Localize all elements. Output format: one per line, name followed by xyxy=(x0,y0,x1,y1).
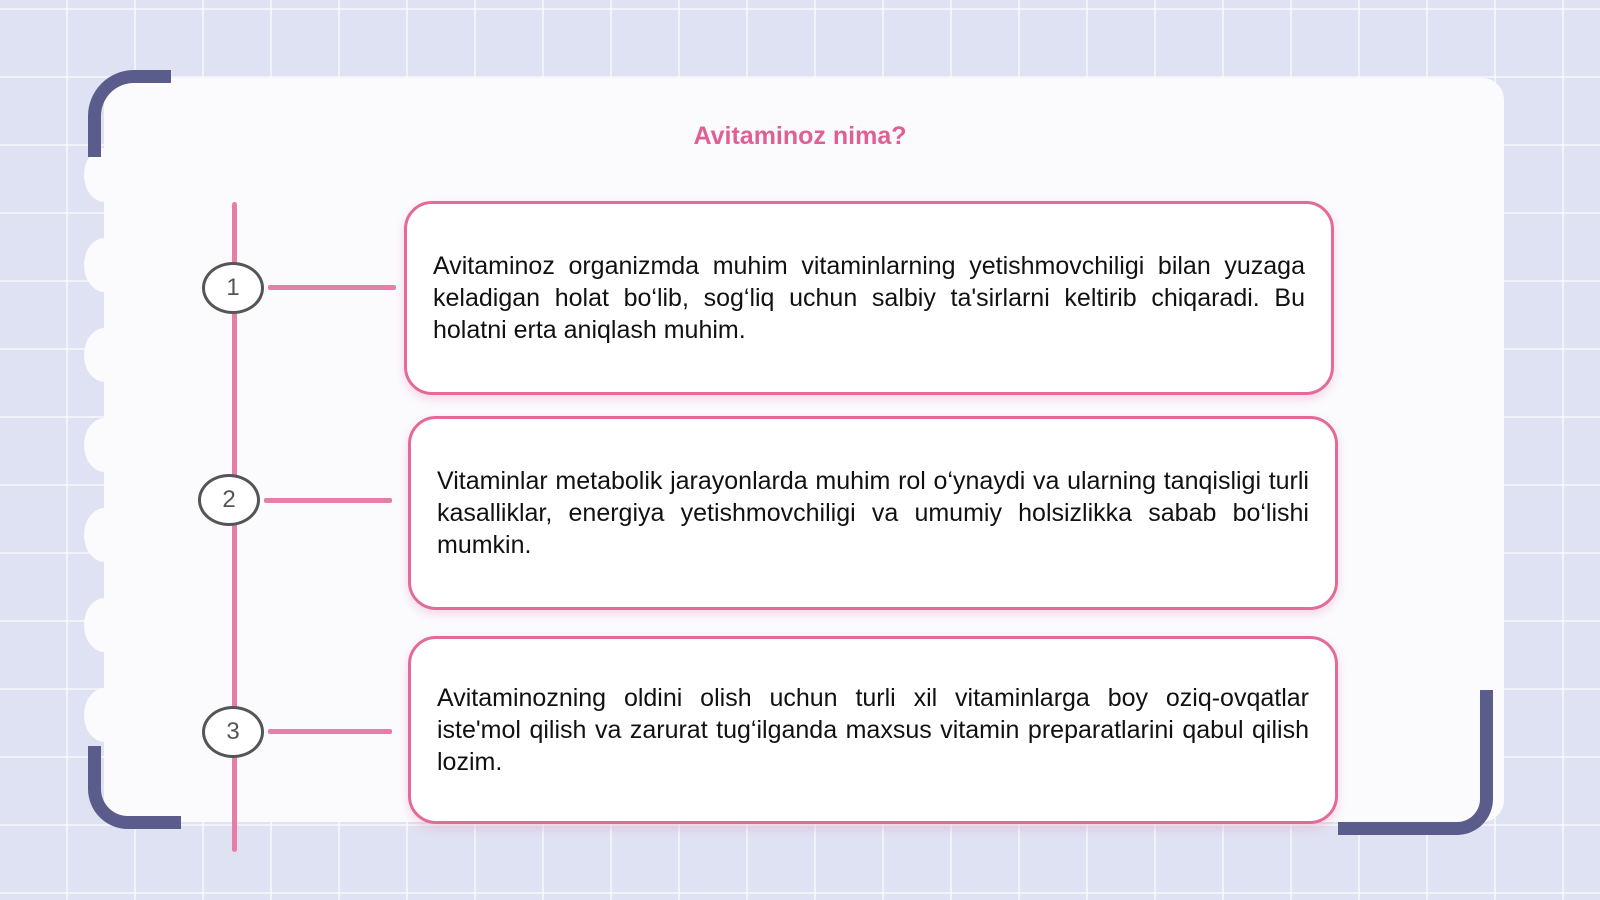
corner-bracket-bottom-left xyxy=(88,746,181,829)
timeline-connector xyxy=(268,729,392,734)
timeline-connector xyxy=(268,285,396,290)
corner-bracket-top-left xyxy=(88,70,171,157)
step-text-1: Avitaminoz organizmda muhim vitaminlarning yetishmovchiligi bilan yuzaga keladigan holat bo‘lib, sog‘liq uchun salbiy ta'sirlarni keltirib chiqaradi. Bu holatni erta aniqlash muhim. xyxy=(433,252,1305,344)
timeline-connector xyxy=(264,498,392,503)
page-scallop xyxy=(84,688,126,742)
page-scallop xyxy=(84,238,126,292)
step-card-2 xyxy=(408,416,1338,610)
step-number-2: 2 xyxy=(198,474,260,526)
page-scallop xyxy=(84,328,126,382)
step-number-3: 3 xyxy=(202,706,264,758)
page-scallop xyxy=(84,598,126,652)
corner-bracket-bottom-right xyxy=(1338,690,1493,835)
page-title: Avitaminoz nima? xyxy=(693,122,907,150)
page-scallop xyxy=(84,508,126,562)
step-text-2: Vitaminlar metabolik jarayonlarda muhim rol o‘ynaydi va ularning tanqisligi turli kasalliklar, energiya yetishmovchiligi va umumiy holsizlikka sabab bo‘lishi mumkin. xyxy=(437,467,1309,559)
step-text-3: Avitaminozning oldini olish uchun turli xil vitaminlarga boy oziq-ovqatlar iste'mol qilish va zarurat tug‘ilganda maxsus vitamin preparatlarini qabul qilish lozim. xyxy=(437,684,1309,776)
step-card-1 xyxy=(404,201,1334,395)
step-number-1: 1 xyxy=(202,262,264,314)
step-card-3 xyxy=(408,636,1338,824)
page-scallop xyxy=(84,418,126,472)
